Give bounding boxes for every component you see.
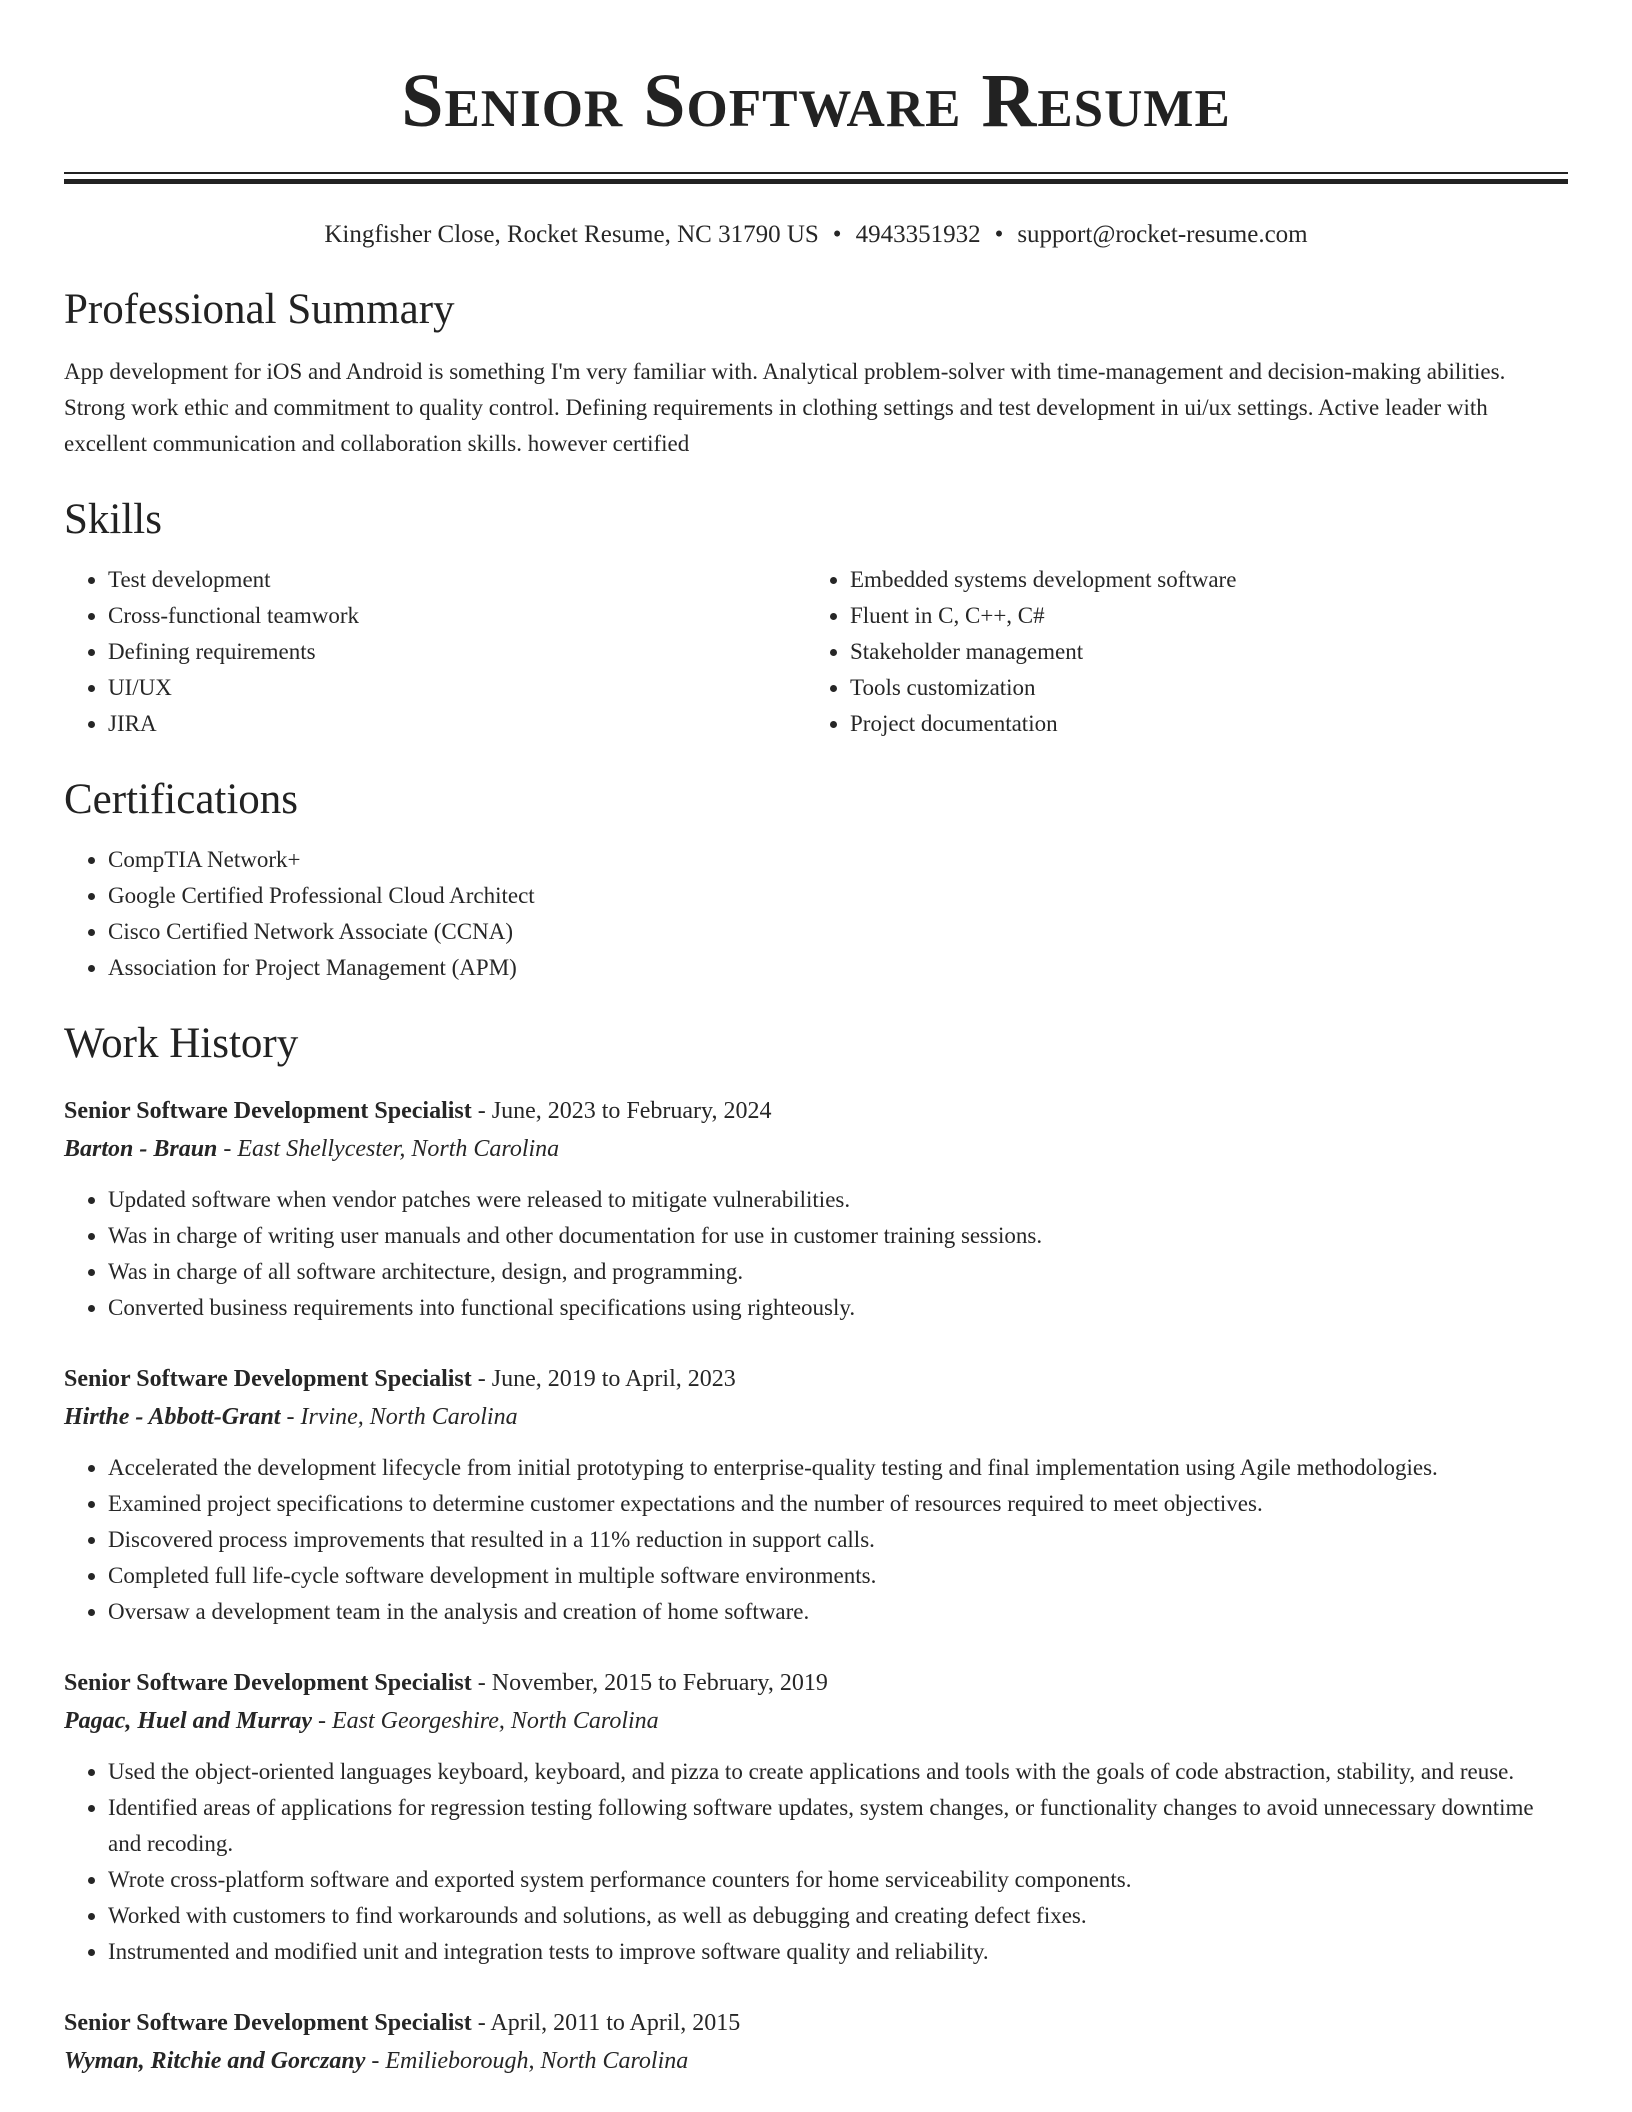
job-role: Senior Software Development Specialist — [64, 1670, 472, 1696]
skills-list-right — [806, 562, 1548, 742]
skills-list-left — [64, 562, 806, 742]
skill-item: • Defining requirements — [108, 634, 806, 670]
resume-page — [64, 0, 1568, 2080]
certifications-section — [64, 774, 1568, 986]
job-role: Senior Software Development Specialist — [64, 1098, 472, 1124]
job-location: - East Shellycester, North Carolina — [217, 1136, 560, 1162]
job-bullet: • Instrumented and modified unit and integration tests to improve software quality and reliability. — [108, 1934, 1568, 1970]
contact-separator: • — [832, 221, 842, 248]
job-employer — [64, 1130, 1568, 1168]
job-company: Hirthe - Abbott-Grant — [64, 1404, 281, 1430]
summary-text: App development for iOS and Android is something I'm very familiar with. Analytical problem-solver with time-management and decision-making abilities. Strong work ethic and commitment to quality control. Defining requirements in clothing settings and test development in ui/ux settings. Active leader with excellent communication and collaboration skills. however certified — [64, 359, 1506, 456]
skill-item: • Tools customization — [850, 670, 1548, 706]
job-location: - Emilieborough, North Carolina — [365, 2048, 689, 2074]
job-location: - Irvine, North Carolina — [280, 1404, 518, 1430]
job-bullet: • Was in charge of all software architecture, design, and programming. — [108, 1254, 1568, 1290]
job-dates: - June, 2019 to April, 2023 — [471, 1366, 736, 1392]
job-role: Senior Software Development Specialist — [64, 2010, 472, 2036]
certification-item: • Cisco Certified Network Associate (CCNA) — [108, 914, 1568, 950]
job-company: Pagac, Huel and Murray — [64, 1708, 313, 1734]
job-header — [64, 2004, 1568, 2042]
skill-item: • Cross-functional teamwork — [108, 598, 806, 634]
job-entry — [64, 1360, 1568, 1630]
job-bullet: • Used the object-oriented languages keyboard, keyboard, and pizza to create applications and tools with the goals of code abstraction, stability, and reuse. — [108, 1754, 1568, 1790]
page-title: Senior Software Resume — [401, 59, 1231, 143]
contact-email: support@rocket-resume.com — [1017, 221, 1308, 248]
contact-phone: 4943351932 — [855, 221, 981, 248]
job-location: - East Georgeshire, North Carolina — [312, 1708, 659, 1734]
skills-grid — [64, 562, 1568, 742]
job-employer — [64, 1702, 1568, 1740]
job-bullet: • Converted business requirements into functional specifications using righteously. — [108, 1290, 1568, 1326]
skill-item: • Fluent in C, C++, C# — [850, 598, 1548, 634]
job-header — [64, 1664, 1568, 1702]
summary-heading: Professional Summary — [64, 286, 455, 333]
job-role: Senior Software Development Specialist — [64, 1366, 472, 1392]
job-bullets — [64, 1182, 1568, 1326]
title-divider-thin — [64, 172, 1568, 174]
job-bullet: • Completed full life-cycle software development in multiple software environments. — [108, 1558, 1568, 1594]
job-bullet: • Updated software when vendor patches were released to mitigate vulnerabilities. — [108, 1182, 1568, 1218]
contact-line — [64, 218, 1568, 252]
job-bullet: • Accelerated the development lifecycle from initial prototyping to enterprise-quality testing and final implementation using Agile methodologies. — [108, 1450, 1568, 1486]
job-dates: - November, 2015 to February, 2019 — [471, 1670, 828, 1696]
skill-item: • Embedded systems development software — [850, 562, 1548, 598]
certification-item: • Google Certified Professional Cloud Architect — [108, 878, 1568, 914]
job-bullet: • Wrote cross-platform software and exported system performance counters for home serviceability components. — [108, 1862, 1568, 1898]
skills-section — [64, 494, 1568, 742]
job-bullets — [64, 1754, 1568, 1970]
summary-section — [64, 284, 1568, 462]
job-entry — [64, 1664, 1568, 1970]
skill-item: • JIRA — [108, 706, 806, 742]
job-header — [64, 1092, 1568, 1130]
job-bullet: • Examined project specifications to determine customer expectations and the number of resources required to meet objectives. — [108, 1486, 1568, 1522]
job-bullet: • Identified areas of applications for regression testing following software updates, system changes, or functionality changes to avoid unnecessary downtime and recoding. — [108, 1790, 1568, 1862]
certifications-list — [64, 842, 1568, 986]
job-bullet: • Was in charge of writing user manuals and other documentation for use in customer training sessions. — [108, 1218, 1568, 1254]
skills-heading: Skills — [64, 496, 162, 543]
skill-item: • Test development — [108, 562, 806, 598]
certification-item: • CompTIA Network+ — [108, 842, 1568, 878]
job-entry — [64, 1092, 1568, 1326]
job-employer — [64, 2042, 1568, 2080]
skill-item: • UI/UX — [108, 670, 806, 706]
skill-item: • Stakeholder management — [850, 634, 1548, 670]
job-bullet: • Worked with customers to find workarounds and solutions, as well as debugging and creating defect fixes. — [108, 1898, 1568, 1934]
job-bullet: • Oversaw a development team in the analysis and creation of home software. — [108, 1594, 1568, 1630]
job-dates: - June, 2023 to February, 2024 — [471, 1098, 772, 1124]
job-header — [64, 1360, 1568, 1398]
job-bullet: • Discovered process improvements that resulted in a 11% reduction in support calls. — [108, 1522, 1568, 1558]
contact-address: Kingfisher Close, Rocket Resume, NC 31790 US — [324, 221, 819, 248]
job-employer — [64, 1398, 1568, 1436]
contact-separator: • — [994, 221, 1004, 248]
work-history-heading: Work History — [64, 1020, 299, 1067]
skill-item: • Project documentation — [850, 706, 1548, 742]
job-company: Barton - Braun — [64, 1136, 218, 1162]
job-dates: - April, 2011 to April, 2015 — [471, 2010, 741, 2036]
job-entry — [64, 2004, 1568, 2080]
job-company: Wyman, Ritchie and Gorczany — [64, 2048, 366, 2074]
certifications-heading: Certifications — [64, 776, 299, 823]
work-history-section — [64, 1018, 1568, 2080]
title-divider-thick — [64, 179, 1568, 184]
job-bullets — [64, 1450, 1568, 1630]
certification-item: • Association for Project Management (APM) — [108, 950, 1568, 986]
